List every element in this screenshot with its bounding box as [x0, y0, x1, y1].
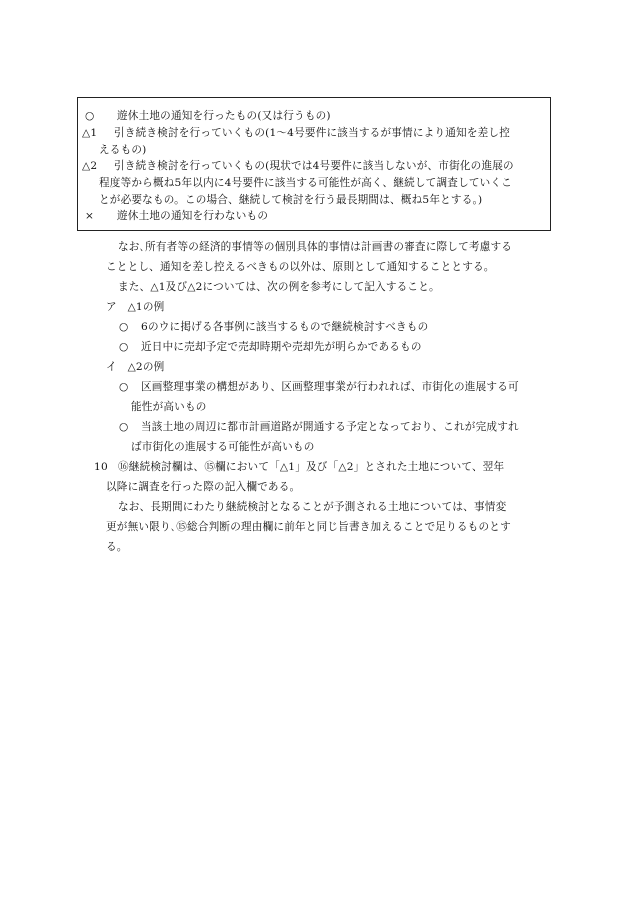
list-item-cont: 能性が高いもの [131, 401, 207, 413]
legend-symbol: △2 [82, 160, 98, 172]
legend-row-triangle2-cont: とが必要なもの。この場合、継続して検討を行う最長期間は、概ね5年とする。) [99, 194, 483, 206]
section-heading-a: ア △1の例 [106, 301, 165, 313]
legend-symbol: × [85, 210, 95, 222]
list-item [119, 322, 428, 333]
legend-row-triangle2-cont: 程度等から概ね5年以内に4号要件に該当する可能性が高く、継続して調査していくこ [99, 177, 513, 189]
legend-row-cross [85, 211, 268, 222]
item-10-cont: 以降に調査を行った際の記入欄である。 [106, 481, 301, 493]
legend-row-triangle2 [82, 161, 514, 172]
bullet: ○ [119, 421, 129, 433]
legend-text: 遊休土地の通知を行ったもの(又は行うもの) [117, 110, 331, 122]
item-10-note: 更が無い限り､⑮総合判断の理由欄に前年と同じ旨書き加えることで足りるものとす [106, 521, 511, 533]
item-text: ⑯継続検討欄は、⑮欄において「△1」及び「△2」とされた土地について、翌年 [118, 461, 505, 473]
item-number: 10 [94, 461, 108, 473]
list-item [119, 422, 519, 433]
item-10-note: る。 [106, 541, 128, 553]
legend-text: 遊休土地の通知を行わないもの [117, 210, 269, 222]
legend-row-triangle1-cont: えるもの) [99, 144, 147, 156]
paragraph-line: こととし、通知を差し控えるべきもの以外は、原則として通知することとする。 [106, 261, 495, 273]
bullet: ○ [119, 341, 129, 353]
paragraph-line: また、△1及び△2については、次の例を参考にして記入すること。 [118, 281, 440, 293]
legend-text: 引き続き検討を行っていくもの(現状では4号要件に該当しないが、市街化の進展の [114, 160, 514, 172]
bullet: ○ [119, 321, 129, 333]
list-item-cont: ば市街化の進展する可能性が高いもの [131, 441, 315, 453]
legend-symbol: ○ [85, 110, 95, 122]
list-item-text: 6のウに掲げる各事例に該当するもので継続検討すべきもの [141, 321, 429, 333]
list-item-text: 当該土地の周辺に都市計画道路が開通する予定となっており、これが完成すれ [141, 421, 519, 433]
item-10 [94, 462, 504, 473]
list-item-text: 近日中に売却予定で売却時期や売却先が明らかであるもの [141, 341, 422, 353]
list-item [119, 382, 519, 393]
section-heading-i: イ △2の例 [106, 361, 165, 373]
list-item [119, 342, 422, 353]
paragraph-line: なお､所有者等の経済的事情等の個別具体的事情は計画書の審査に際して考慮する [118, 241, 513, 253]
legend-row-triangle1 [82, 128, 510, 139]
list-item-text: 区画整理事業の構想があり、区画整理事業が行われれば、市街化の進展する可 [141, 381, 519, 393]
legend-row-circle [85, 111, 331, 122]
legend-text: 引き続き検討を行っていくもの(1～4号要件に該当するが事情により通知を差し控 [114, 127, 510, 139]
item-10-note: なお、長期間にわたり継続検討となることが予測される土地については、事情変 [118, 501, 507, 513]
legend-symbol: △1 [82, 127, 98, 139]
bullet: ○ [119, 381, 129, 393]
